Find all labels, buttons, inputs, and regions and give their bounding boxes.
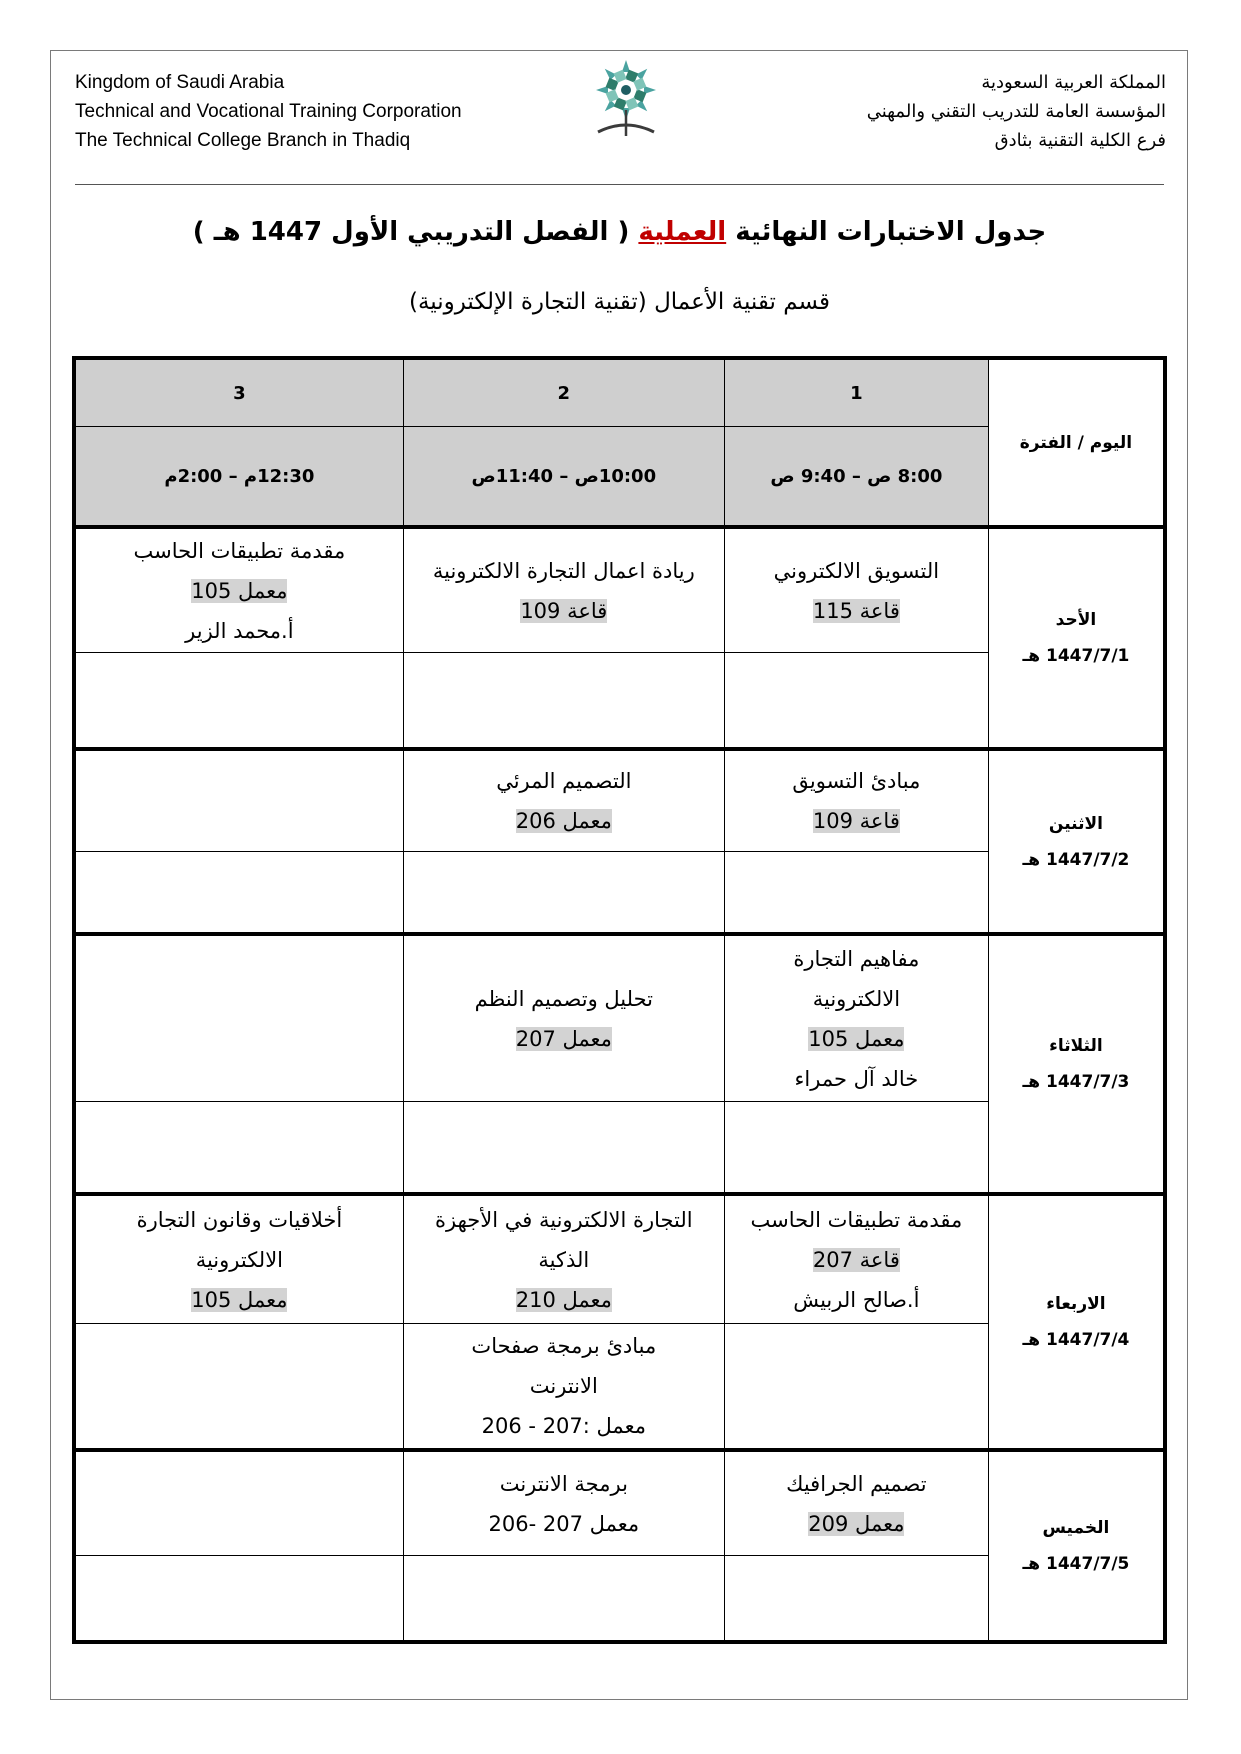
- course-name: الذكية: [538, 1247, 590, 1272]
- day-name: الاثنين: [1048, 813, 1103, 834]
- empty-cell: [74, 934, 403, 1101]
- course-name: مبادئ التسويق: [792, 769, 921, 794]
- exam-cell: [724, 1450, 988, 1555]
- day-name: الخميس: [1042, 1518, 1110, 1539]
- arabic-header: [867, 68, 1166, 155]
- period-number: 3: [74, 358, 403, 427]
- exam-schedule-table: [72, 356, 1167, 1644]
- course-name: تصميم الجرافيك: [786, 1471, 927, 1496]
- day-cell: [988, 527, 1165, 749]
- course-name: الالكترونية: [195, 1247, 284, 1272]
- day-cell: [988, 749, 1165, 934]
- empty-cell: [724, 652, 988, 749]
- day-name: الثلاثاء: [1049, 1036, 1103, 1057]
- exam-cell: [724, 1194, 988, 1323]
- room-badge: معمل 105: [191, 1287, 288, 1312]
- day-date: 1447/7/3 هـ: [1022, 1072, 1130, 1093]
- empty-cell: [74, 1323, 403, 1450]
- empty-cell: [724, 1102, 988, 1195]
- english-header-line: Kingdom of Saudi Arabia: [75, 72, 285, 93]
- course-name: الالكترونية: [812, 986, 901, 1011]
- exam-cell: [724, 527, 988, 652]
- empty-cell: [74, 749, 403, 852]
- day-name: الأحد: [1055, 610, 1097, 631]
- room-badge: معمل 207: [515, 1026, 612, 1051]
- day-cell: [988, 934, 1165, 1194]
- title-part2: ( الفصل التدريبي الأول 1447 هـ ): [192, 217, 630, 247]
- course-name: برمجة الانترنت: [499, 1471, 628, 1496]
- exam-cell: [724, 934, 988, 1101]
- course-name: التسويق الالكتروني: [773, 558, 940, 583]
- course-name: مقدمة تطبيقات الحاسب: [133, 538, 346, 563]
- exam-cell: [403, 749, 724, 852]
- exam-cell: [403, 527, 724, 652]
- empty-cell: [403, 1102, 724, 1195]
- exam-cell: [724, 749, 988, 852]
- day-date: 1447/7/4 هـ: [1022, 1330, 1130, 1351]
- exam-cell: [74, 527, 403, 652]
- room-badge: قاعة 109: [812, 809, 900, 834]
- room-badge: معمل 105: [191, 578, 288, 603]
- instructor-name: أ.صالح الربيش: [793, 1287, 920, 1312]
- room-badge: معمل 105: [808, 1026, 905, 1051]
- day-date: 1447/7/5 هـ: [1022, 1554, 1130, 1575]
- page-title: [75, 212, 1164, 252]
- period-time: 10:00ص – 11:40ص: [403, 427, 724, 528]
- exam-cell: [403, 1194, 724, 1323]
- room-badge: قاعة 109: [520, 598, 608, 623]
- room-badge: معمل 210: [515, 1287, 612, 1312]
- title-part1: جدول الاختبارات النهائية: [735, 217, 1047, 247]
- empty-cell: [74, 1102, 403, 1195]
- arabic-header-line: المملكة العربية السعودية: [981, 72, 1166, 93]
- title-highlight: العملية: [638, 217, 727, 247]
- exam-cell: [403, 1450, 724, 1555]
- instructor-name: أ.محمد الزير: [185, 618, 294, 643]
- exam-cell: [403, 1323, 724, 1450]
- tvtc-logo-icon: [588, 56, 664, 142]
- day-date: 1447/7/2 هـ: [1022, 849, 1130, 870]
- course-name: تحليل وتصميم النظم: [474, 986, 653, 1011]
- instructor-name: خالد آل حمراء: [794, 1066, 919, 1091]
- period-time: 8:00 ص – 9:40 ص: [724, 427, 988, 528]
- empty-cell: [403, 852, 724, 935]
- course-name: أخلاقيات وقانون التجارة: [136, 1207, 343, 1232]
- header-divider: [75, 184, 1164, 185]
- empty-cell: [74, 852, 403, 935]
- day-date: 1447/7/1 هـ: [1022, 646, 1130, 667]
- course-name: مفاهيم التجارة: [793, 946, 920, 971]
- period-number: 1: [724, 358, 988, 427]
- day-name: الاربعاء: [1046, 1294, 1106, 1315]
- english-header-line: Technical and Vocational Training Corporation: [75, 101, 462, 122]
- room-badge: قاعة 115: [812, 598, 900, 623]
- empty-cell: [403, 1555, 724, 1642]
- empty-cell: [74, 1555, 403, 1642]
- course-name: مبادئ برمجة صفحات: [471, 1334, 657, 1359]
- arabic-header-line: المؤسسة العامة للتدريب التقني والمهني: [866, 101, 1166, 122]
- course-name: الانترنت: [529, 1374, 598, 1399]
- corner-header: اليوم / الفترة: [988, 358, 1165, 527]
- course-name: ريادة اعمال التجارة الالكترونية: [432, 558, 695, 583]
- english-header-line: The Technical College Branch in Thadiq: [75, 130, 411, 151]
- empty-cell: [74, 1450, 403, 1555]
- room-badge: معمل 209: [808, 1511, 905, 1536]
- day-cell: [988, 1194, 1165, 1450]
- course-name: التصميم المرئي: [496, 769, 632, 794]
- exam-cell: [403, 934, 724, 1101]
- empty-cell: [724, 852, 988, 935]
- empty-cell: [74, 652, 403, 749]
- arabic-header-line: فرع الكلية التقنية بثادق: [994, 130, 1166, 151]
- course-name: مقدمة تطبيقات الحاسب: [750, 1207, 963, 1232]
- period-number: 2: [403, 358, 724, 427]
- course-name: التجارة الالكترونية في الأجهزة: [435, 1207, 693, 1232]
- exam-cell: [74, 1194, 403, 1323]
- empty-cell: [724, 1555, 988, 1642]
- empty-cell: [724, 1323, 988, 1450]
- room-badge: قاعة 207: [812, 1247, 900, 1272]
- page-subtitle: قسم تقنية الأعمال (تقنية التجارة الإلكترونية): [408, 289, 831, 315]
- room-label: معمل :207 - 206: [481, 1414, 646, 1439]
- room-label: معمل 207 -206: [488, 1511, 640, 1536]
- period-time: 12:30م – 2:00م: [74, 427, 403, 528]
- day-cell: [988, 1450, 1165, 1642]
- room-badge: معمل 206: [515, 809, 612, 834]
- english-header: [75, 68, 462, 155]
- empty-cell: [403, 652, 724, 749]
